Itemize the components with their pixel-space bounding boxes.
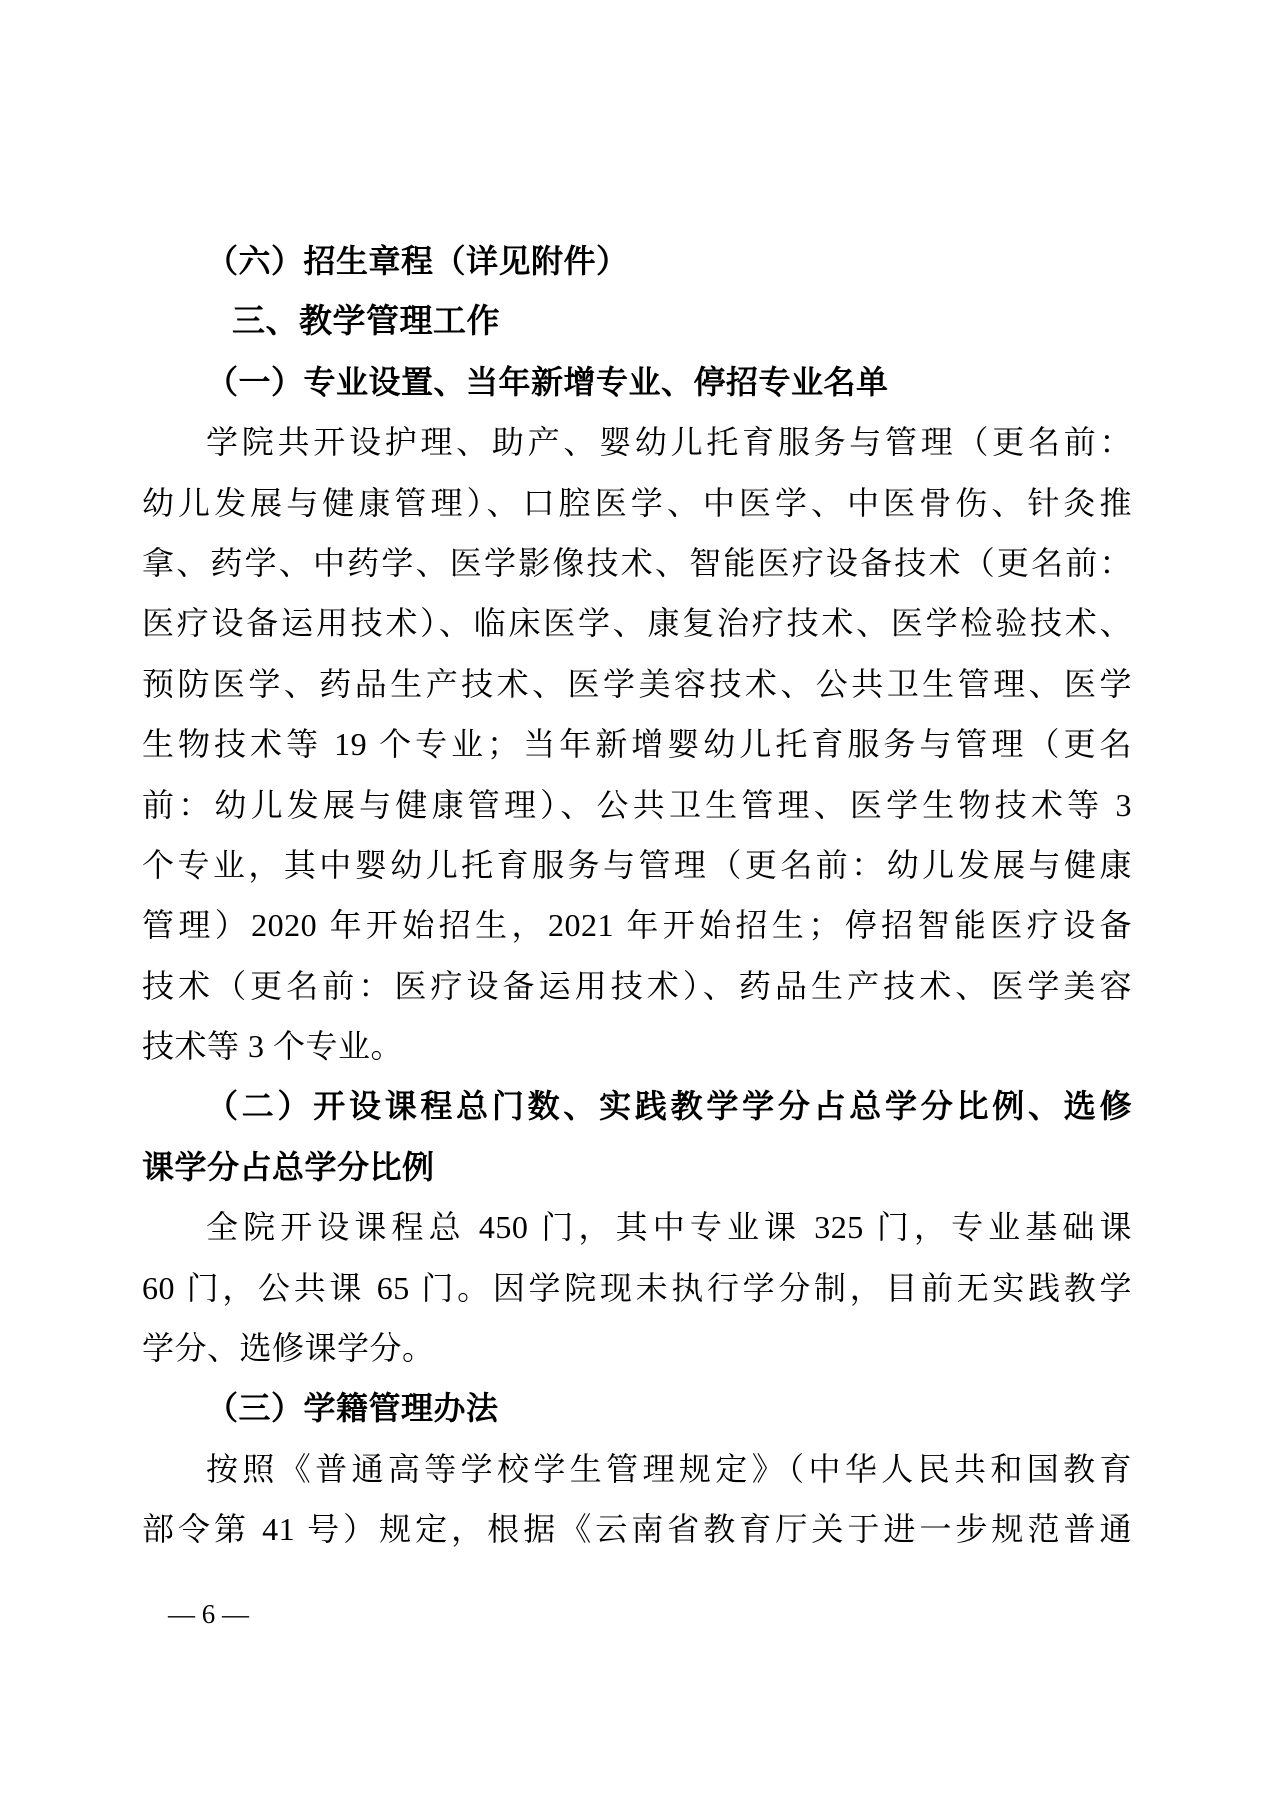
body-line: 前：幼儿发展与健康管理）、公共卫生管理、医学生物技术等 3	[142, 786, 1132, 823]
page-body	[142, 231, 1132, 1560]
body-line: 幼儿发展与健康管理）、口腔医学、中医学、中医骨伤、针灸推	[142, 484, 1132, 521]
heading-item6-admission-charter: （六）招生章程（详见附件）	[206, 243, 629, 279]
heading-sub1-major-setup: （一）专业设置、当年新增专业、停招专业名单	[206, 363, 889, 400]
body-line: 预防医学、药品生产技术、医学美容技术、公共卫生管理、医学	[142, 665, 1132, 702]
heading-sub3-student-status: （三）学籍管理办法	[206, 1390, 499, 1427]
heading-sub2-courses-line2: 课学分占总学分比例	[142, 1148, 435, 1185]
heading-sub2-courses-line1: （二）开设课程总门数、实践教学学分占总学分比例、选修	[206, 1088, 1132, 1125]
body-line: 学院共开设护理、助产、婴幼儿托育服务与管理（更名前：	[206, 424, 1132, 461]
body-line: 60 门，公共课 65 门。因学院现未执行学分制，目前无实践教学	[142, 1269, 1132, 1306]
heading-section3-teaching-management: 三、教学管理工作	[232, 302, 500, 340]
body-line: 技术等 3 个专业。	[142, 1028, 404, 1065]
body-line: 个专业，其中婴幼儿托育服务与管理（更名前：幼儿发展与健康	[142, 846, 1132, 883]
body-line: 医疗设备运用技术）、临床医学、康复治疗技术、医学检验技术、	[142, 605, 1132, 642]
body-line: 按照《普通高等学校学生管理规定》（中华人民共和国教育	[206, 1450, 1132, 1487]
body-line: 全院开设课程总 450 门，其中专业课 325 门，专业基础课	[206, 1209, 1132, 1246]
body-line: 学分、选修课学分。	[142, 1330, 435, 1367]
body-line: 管理）2020 年开始招生，2021 年开始招生；停招智能医疗设备	[142, 907, 1132, 944]
body-line: 拿、药学、中药学、医学影像技术、智能医疗设备技术（更名前：	[142, 544, 1132, 581]
body-line: 生物技术等 19 个专业；当年新增婴幼儿托育服务与管理（更名	[142, 726, 1132, 763]
body-line: 技术（更名前：医疗设备运用技术）、药品生产技术、医学美容	[142, 967, 1132, 1004]
body-line: 部令第 41 号）规定，根据《云南省教育厅关于进一步规范普通	[142, 1511, 1132, 1548]
page-number: — 6 —	[168, 1599, 249, 1629]
